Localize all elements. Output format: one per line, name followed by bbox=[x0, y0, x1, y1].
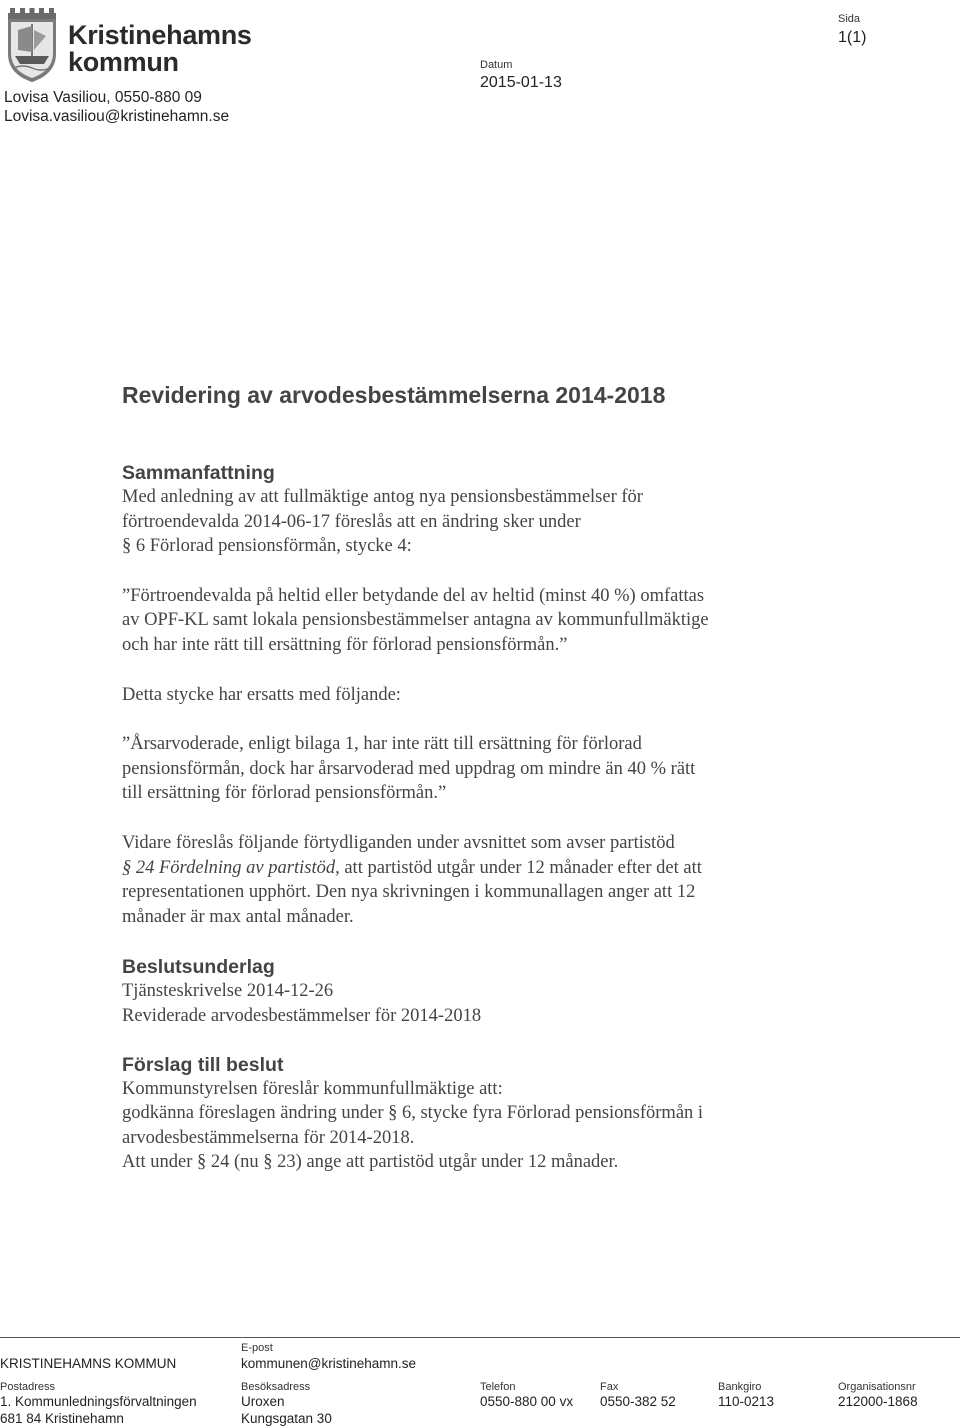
footer-postal-line2: 681 84 Kristinehamn bbox=[0, 1411, 124, 1426]
document-body bbox=[122, 380, 842, 1175]
quote-line: ”Årsarvoderade, enligt bilaga 1, har inte rätt till ersättning för förlorad bbox=[122, 734, 642, 755]
footer-rule bbox=[0, 1337, 960, 1338]
contact-name: Lovisa Vasiliou, 0550-880 09 bbox=[4, 89, 202, 106]
footer-fax-label: Fax bbox=[600, 1381, 619, 1393]
document-title: Revidering av arvodesbestämmelserna 2014-2018 bbox=[122, 382, 666, 408]
footer-org-name: KRISTINEHAMNS KOMMUN bbox=[0, 1356, 177, 1371]
further-line bbox=[122, 856, 842, 881]
basis-item: Tjänsteskrivelse 2014-12-26 bbox=[122, 981, 334, 1002]
proposal-line: godkänna föreslagen ändring under § 6, stycke fyra Förlorad pensionsförmån i bbox=[122, 1103, 704, 1124]
municipality-logo bbox=[6, 6, 58, 84]
quote-new-text bbox=[122, 732, 842, 806]
footer-postal-label: Postadress bbox=[0, 1381, 56, 1393]
quote-line: pensionsförmån, dock har årsarvoderad med uppdrag om mindre än 40 % rätt bbox=[122, 758, 696, 779]
basis-item: Reviderade arvodesbestämmelser för 2014-2018 bbox=[122, 1005, 482, 1026]
date-label: Datum bbox=[480, 59, 513, 71]
quote-line: och har inte rätt till ersättning för förlorad pensionsförmån.” bbox=[122, 634, 568, 655]
footer-visit-line2: Kungsgatan 30 bbox=[241, 1411, 332, 1426]
proposal-line: Att under § 24 (nu § 23) ange att partistöd utgår under 12 månader. bbox=[122, 1152, 619, 1173]
summary-line: Med anledning av att fullmäktige antog nya pensionsbestämmelser för bbox=[122, 487, 643, 507]
footer-phone-value: 0550-880 00 vx bbox=[480, 1394, 574, 1409]
contact-block bbox=[4, 88, 229, 126]
proposal-paragraph bbox=[122, 1077, 842, 1175]
proposal-line: Kommunstyrelsen föreslår kommunfullmäktige att: bbox=[122, 1078, 503, 1099]
quote-line: till ersättning för förlorad pensionsförmån.” bbox=[122, 783, 447, 804]
quote-old-text bbox=[122, 584, 842, 658]
footer-postal-line1: 1. Kommunledningsförvaltningen bbox=[0, 1394, 197, 1409]
summary-heading: Sammanfattning bbox=[122, 462, 275, 484]
page-number: 1(1) bbox=[838, 29, 867, 46]
basis-list bbox=[122, 979, 842, 1028]
footer-email-value: kommunen@kristinehamn.se bbox=[241, 1356, 417, 1371]
basis-heading: Beslutsunderlag bbox=[122, 956, 275, 979]
summary-paragraph bbox=[122, 485, 842, 559]
org-wordmark bbox=[68, 22, 252, 76]
proposal-line: arvodesbestämmelserna för 2014-2018. bbox=[122, 1127, 415, 1148]
proposal-heading: Förslag till beslut bbox=[122, 1053, 284, 1076]
org-wordmark-line2: kommun bbox=[68, 47, 179, 77]
further-line-rest: , att partistöd utgår under 12 månader efter det att bbox=[335, 857, 702, 878]
quote-line: av OPF-KL samt lokala pensionsbestämmelser antagna av kommunfullmäktige bbox=[122, 610, 709, 631]
further-section-ref: § 24 Fördelning av partistöd bbox=[122, 857, 336, 878]
further-paragraph bbox=[122, 831, 842, 929]
further-line: representationen upphört. Den nya skrivningen i kommunallagen anger att 12 bbox=[122, 882, 696, 903]
footer-email-label: E-post bbox=[241, 1342, 273, 1354]
contact-email: Lovisa.vasiliou@kristinehamn.se bbox=[4, 108, 230, 125]
further-line: Vidare föreslås följande förtydliganden under avsnittet som avser partistöd bbox=[122, 832, 675, 853]
footer-orgnr-value: 212000-1868 bbox=[838, 1394, 918, 1409]
footer-visit-line1: Uroxen bbox=[241, 1394, 285, 1409]
summary-line: § 6 Förlorad pensionsförmån, stycke 4: bbox=[122, 536, 412, 557]
quote-line: ”Förtroendevalda på heltid eller betydande del av heltid (minst 40 %) omfattas bbox=[122, 585, 705, 606]
page-label: Sida bbox=[838, 13, 861, 25]
footer-phone-label: Telefon bbox=[480, 1381, 516, 1393]
further-line: månader är max antal månader. bbox=[122, 906, 354, 927]
footer-visit-label: Besöksadress bbox=[241, 1381, 311, 1393]
org-wordmark-line1: Kristinehamns bbox=[68, 20, 252, 50]
footer-fax-value: 0550-382 52 bbox=[600, 1394, 676, 1409]
footer-orgnr-label: Organisationsnr bbox=[838, 1381, 916, 1393]
replaced-text: Detta stycke har ersatts med följande: bbox=[122, 684, 401, 705]
date-value: 2015-01-13 bbox=[480, 74, 562, 91]
summary-line: förtroendevalda 2014-06-17 föreslås att en ändring sker under bbox=[122, 511, 581, 532]
footer-bank-value: 110-0213 bbox=[718, 1394, 775, 1409]
footer-bank-label: Bankgiro bbox=[718, 1381, 762, 1393]
